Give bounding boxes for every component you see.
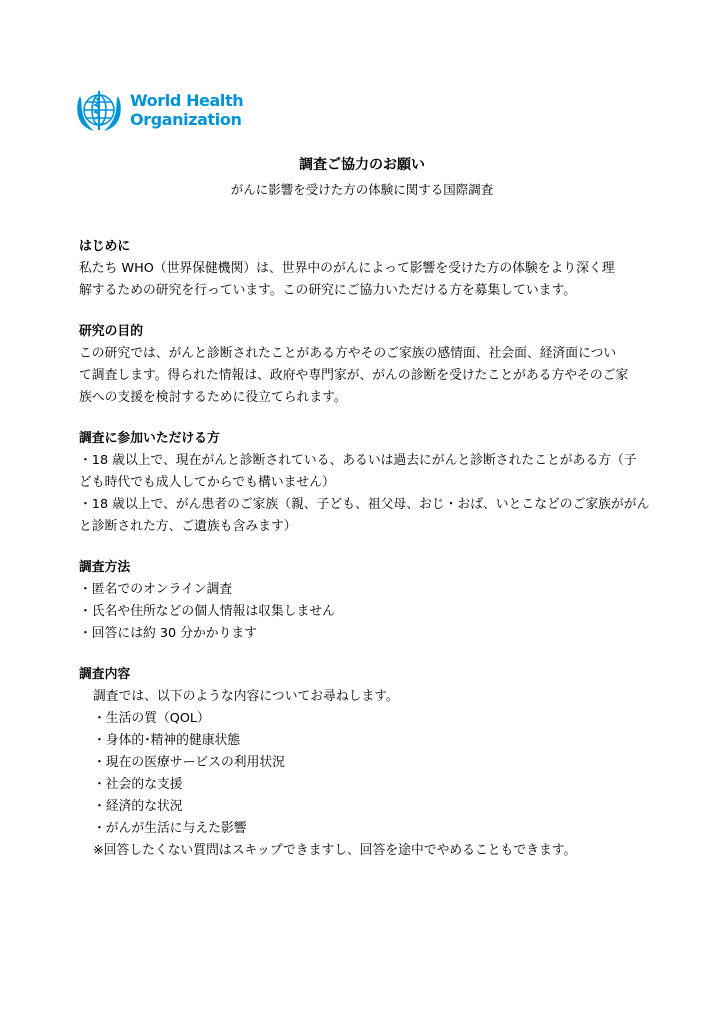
section-heading: 調査に参加いただける方 — [79, 431, 220, 446]
who-logo — [74, 86, 244, 134]
list-item: ・氏名や住所などの個人情報は収集しません — [79, 604, 335, 619]
logo-line-2: Organization — [130, 110, 242, 129]
logo-line-1: World Health — [130, 91, 244, 110]
section-heading: 調査方法 — [79, 560, 131, 575]
page-title: 調査ご協力のお願い — [299, 157, 425, 173]
topics-intro: 調査では、以下のような内容についてお尋ねします。 — [93, 689, 399, 704]
intro-line-2: 解するための研究を行っています。この研究にご協力いただける方を募集しています。 — [79, 283, 577, 298]
list-item: ・回答には約 30 分かかります — [79, 626, 257, 641]
section-topics — [79, 664, 659, 862]
section-method — [79, 557, 659, 645]
intro-line-1: 私たち WHO（世界保健機関）は、世界中のがんによって影響を受けた方の体験をより深く理 — [79, 261, 615, 276]
document-body — [79, 236, 659, 881]
list-item: ・身体的･精神的健康状態 — [93, 733, 241, 748]
section-eligibility — [79, 428, 659, 538]
purpose-line-1: この研究では、がんと診断されたことがある方やそのご家族の感情面、社会面、経済面につい — [79, 346, 617, 361]
eligibility-line: ・18 歳以上で、現在がんと診断されている、あるいは過去にがんと診断されたことがある方（子 — [79, 453, 637, 468]
eligibility-line: ども時代でも成人してからでも構いません） — [79, 475, 335, 490]
section-heading: 調査内容 — [79, 667, 131, 682]
section-intro — [79, 236, 659, 302]
page-subtitle: がんに影響を受けた方の体験に関する国際調査 — [230, 182, 494, 197]
section-heading: 研究の目的 — [79, 324, 143, 339]
who-logo-text — [130, 91, 243, 129]
purpose-line-3: 族への支援を検討するために役立てられます。 — [79, 390, 347, 405]
list-item: ・がんが生活に与えた影響 — [93, 821, 247, 836]
list-item: ・生活の質（QOL） — [93, 711, 210, 726]
topics-note: ※回答したくない質問はスキップできますし、回答を途中でやめることもできます。 — [93, 843, 577, 858]
list-item: ・匿名でのオンライン調査 — [79, 582, 233, 597]
purpose-line-2: て調査します。得られた情報は、政府や専門家が、がんの診断を受けたことがある方やそのご家 — [79, 368, 629, 383]
list-item: ・現在の医療サービスの利用状況 — [93, 755, 285, 770]
section-heading: はじめに — [79, 239, 131, 254]
section-purpose — [79, 321, 659, 409]
eligibility-line: ・18 歳以上で、がん患者のご家族（親、子ども、祖父母、おじ・おば、いとこなどのご家族ががん — [79, 497, 650, 512]
list-item: ・社会的な支援 — [93, 777, 183, 792]
list-item: ・経済的な状況 — [93, 799, 183, 814]
eligibility-line: と診断された方、ご遺族も含みます） — [79, 519, 297, 534]
who-emblem-icon — [74, 86, 124, 134]
